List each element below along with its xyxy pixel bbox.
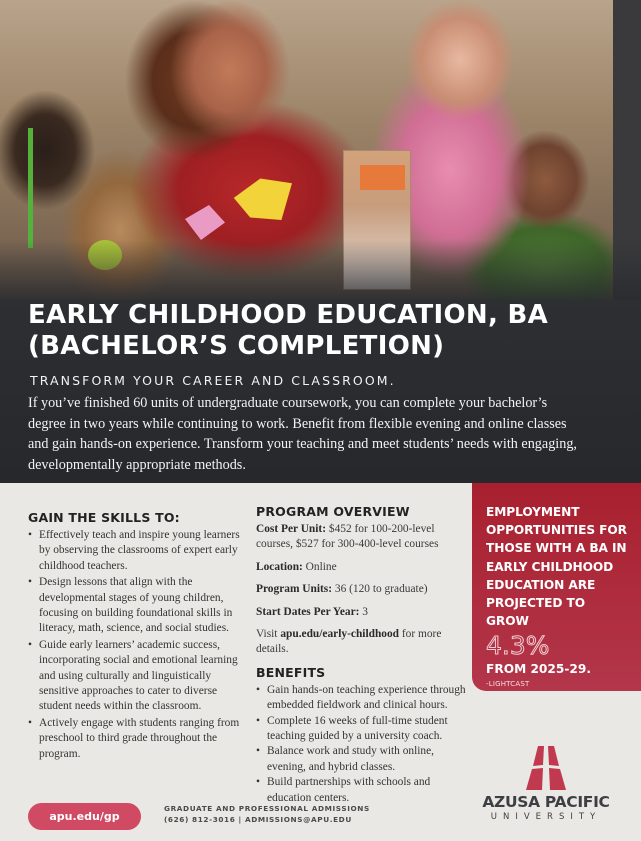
overview-heading: PROGRAM OVERVIEW xyxy=(256,504,410,519)
benefits-list-item: • Balance work and study with online, evening, and hybrid classes. xyxy=(256,744,470,775)
benefits-list-item: • Build partnerships with schools and education centers. xyxy=(256,775,470,806)
header-band xyxy=(0,300,641,483)
contact-line xyxy=(164,814,370,825)
visit-line xyxy=(256,627,470,658)
program-overview-section xyxy=(256,504,470,806)
stat-percent: 4.3% xyxy=(486,631,550,661)
skills-section xyxy=(28,510,250,763)
title-line-1: EARLY CHILDHOOD EDUCATION, BA xyxy=(28,300,549,330)
benefits-list-item: • Complete 16 weeks of full-time student teaching guided by a university coach. xyxy=(256,714,470,745)
title-line-2: (BACHELOR’S COMPLETION) xyxy=(28,331,445,361)
stat-years: FROM 2025-29. xyxy=(486,662,592,677)
skills-list-item: • Actively engage with students ranging from preschool to third grade throughout the program. xyxy=(28,716,250,762)
location xyxy=(256,560,470,575)
page-title xyxy=(28,300,628,362)
program-units xyxy=(256,582,470,597)
hero-photo xyxy=(0,0,641,300)
location-label: Location: xyxy=(256,560,303,573)
skills-heading: GAIN THE SKILLS TO: xyxy=(28,510,180,525)
visit-suffix: for more details. xyxy=(256,628,442,656)
start-dates xyxy=(256,605,470,620)
skills-list xyxy=(28,528,250,762)
benefits-list-item: • Gain hands-on teaching experience through embedded fieldwork and clinical hours. xyxy=(256,683,470,714)
benefits-heading: BENEFITS xyxy=(256,664,326,680)
photo-fade-overlay xyxy=(0,240,641,300)
pink-pinwheel-shape xyxy=(185,205,225,240)
stat-description: EMPLOYMENT OPPORTUNITIES FOR THOSE WITH A BA IN EARLY CHILDHOOD EDUCATION ARE PROJECTED TO GROW xyxy=(486,505,627,629)
visit-prefix: Visit xyxy=(256,628,281,641)
skills-list-item: • Design lessons that align with the developmental stages of young children, focusing on building foundational skills in literacy, math, science, and social studies. xyxy=(28,575,250,637)
units-label: Program Units: xyxy=(256,583,333,596)
skills-list-item: • Guide early learners’ academic success, incorporating social and emotional learning and using culturally and linguistically sensitive approaches to cater to diverse student needs within the classroom. xyxy=(28,638,250,715)
admissions-contact xyxy=(164,803,370,825)
intro-paragraph: If you’ve finished 60 units of undergraduate coursework, you can complete your bachelor’s degree in two years while continuing to work. Benefit from flexible evening and online classes and gain hands-on experience. Transform your teaching and meet students’ needs with engaging, developmentally appropriate methods. xyxy=(28,395,577,473)
tagline: TRANSFORM YOUR CAREER AND CLASSROOM. xyxy=(30,373,396,388)
logo-subtext: UNIVERSITY xyxy=(490,812,602,822)
contact-separator: | xyxy=(235,815,245,824)
skills-list-item: • Effectively teach and inspire young learners by observing the classrooms of expert early childhood teachers. xyxy=(28,528,250,574)
phone-number[interactable]: (626) 812-3016 xyxy=(164,815,236,824)
starts-value: 3 xyxy=(359,605,368,618)
stat-source: -LIGHTCAST xyxy=(486,680,530,689)
cost-per-unit xyxy=(256,522,470,553)
employment-stat-callout xyxy=(472,483,641,691)
craft-orange-panel-shape xyxy=(360,165,405,190)
units-value: 36 (120 to graduate) xyxy=(332,583,428,596)
benefits-section xyxy=(256,665,470,806)
location-value: Online xyxy=(302,560,337,573)
green-straw-shape xyxy=(28,128,33,248)
apu-logo-icon xyxy=(524,745,568,791)
email-address[interactable]: ADMISSIONS@APU.EDU xyxy=(244,815,352,824)
admissions-office: GRADUATE AND PROFESSIONAL ADMISSIONS xyxy=(164,804,370,813)
cost-label: Cost Per Unit: xyxy=(256,523,327,535)
logo-wordmark: AZUSA PACIFIC xyxy=(482,793,610,811)
benefits-list xyxy=(256,683,470,806)
website-button[interactable]: apu.edu/gp xyxy=(28,803,141,830)
university-logo xyxy=(476,745,616,830)
program-link[interactable]: apu.edu/early-childhood xyxy=(280,628,400,641)
starts-label: Start Dates Per Year: xyxy=(256,605,360,618)
yellow-pinwheel-shape xyxy=(231,172,299,228)
cost-value: $452 for 100-200-level courses, $527 for 300-400-level courses xyxy=(256,523,439,551)
